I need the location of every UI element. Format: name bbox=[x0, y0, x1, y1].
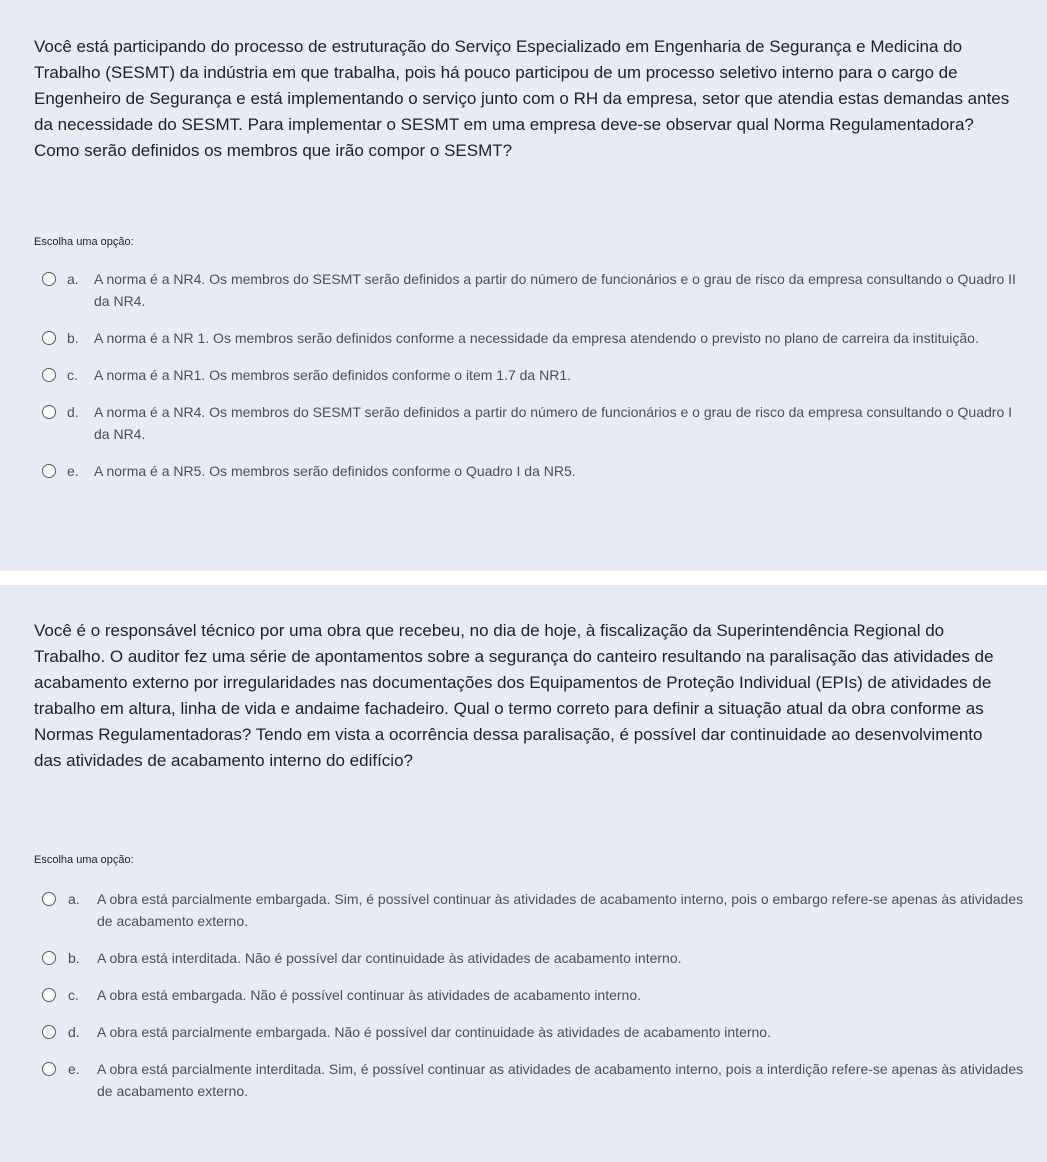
option-letter: e. bbox=[68, 1061, 80, 1077]
option-letter: d. bbox=[68, 1024, 80, 1040]
radio-button-b[interactable] bbox=[42, 331, 56, 345]
option-text[interactable]: A norma é a NR 1. Os membros serão definidos conforme a necessidade da empresa atendendo o previsto no plano de carreira da instituição. bbox=[94, 330, 979, 346]
radio-button-a[interactable] bbox=[42, 272, 56, 286]
option-text[interactable]: A obra está parcialmente embargada. Sim, é possível continuar às atividades de acabamento interno, pois o embargo refere-se apenas às atividades de acabamento externo. bbox=[97, 891, 1024, 929]
option-letter: c. bbox=[67, 367, 78, 383]
option-text[interactable]: A obra está embargada. Não é possível continuar às atividades de acabamento interno. bbox=[97, 987, 642, 1003]
question-text: Você é o responsável técnico por uma obra que recebeu, no dia de hoje, à fiscalização da Superintendência Regional do Trabalho. O auditor fez uma série de apontamentos sobre a segurança do canteiro resultando na paralisação das atividades de acabamento externo por irregularidades nas documentações dos Equipamentos de Proteção Individual (EPIs) de atividades de trabalho em altura, linha de vida e andaime fachadeiro. Qual o termo correto para definir a situação atual da obra conforme as Normas Regulamentadoras? Tendo em vista a ocorrência dessa paralisação, é possível dar continuidade ao desenvolvimento das atividades de acabamento interno do edifício? bbox=[34, 621, 994, 770]
option-text[interactable]: A obra está parcialmente embargada. Não é possível dar continuidade às atividades de acabamento interno. bbox=[97, 1024, 771, 1040]
option-text[interactable]: A norma é a NR4. Os membros do SESMT serão definidos a partir do número de funcionários e o grau de risco da empresa consultando o Quadro I da NR4. bbox=[94, 404, 1013, 442]
choose-option-prompt: Escolha uma opção: bbox=[34, 854, 134, 866]
option-text[interactable]: A norma é a NR4. Os membros do SESMT serão definidos a partir do número de funcionários e o grau de risco da empresa consultando o Quadro II da NR4. bbox=[94, 271, 1016, 309]
option-letter: a. bbox=[67, 271, 79, 287]
option-letter: e. bbox=[67, 463, 79, 479]
choose-option-prompt: Escolha uma opção: bbox=[34, 236, 134, 248]
answer-list bbox=[40, 268, 1030, 497]
option-letter: d. bbox=[67, 404, 79, 420]
radio-button-d[interactable] bbox=[42, 405, 56, 419]
answer-option-e[interactable] bbox=[40, 460, 1030, 482]
radio-button-d[interactable] bbox=[42, 1025, 56, 1039]
option-letter: b. bbox=[68, 950, 80, 966]
option-letter: a. bbox=[68, 891, 80, 907]
answer-option-a[interactable] bbox=[40, 268, 1030, 312]
question-2 bbox=[0, 585, 1047, 1162]
answer-list bbox=[40, 888, 1030, 1117]
radio-button-e[interactable] bbox=[42, 1062, 56, 1076]
answer-option-b[interactable] bbox=[40, 947, 1030, 969]
radio-button-c[interactable] bbox=[42, 368, 56, 382]
question-1 bbox=[0, 0, 1047, 571]
radio-button-e[interactable] bbox=[42, 464, 56, 478]
radio-button-c[interactable] bbox=[42, 988, 56, 1002]
option-text[interactable]: A norma é a NR5. Os membros serão definidos conforme o Quadro I da NR5. bbox=[94, 463, 576, 479]
answer-option-e[interactable] bbox=[40, 1058, 1030, 1102]
option-text[interactable]: A obra está parcialmente interditada. Sim, é possível continuar as atividades de acabamento interno, pois a interdição refere-se apenas às atividades de acabamento externo. bbox=[97, 1061, 1024, 1099]
answer-option-c[interactable] bbox=[40, 364, 1030, 386]
option-text[interactable]: A obra está interditada. Não é possível dar continuidade às atividades de acabamento interno. bbox=[97, 950, 682, 966]
question-text: Você está participando do processo de estruturação do Serviço Especializado em Engenharia de Segurança e Medicina do Trabalho (SESMT) da indústria em que trabalha, pois há pouco participou de um processo seletivo interno para o cargo de Engenheiro de Segurança e está implementando o serviço junto com o RH da empresa, setor que atendia estas demandas antes da necessidade do SESMT. Para implementar o SESMT em uma empresa deve-se observar qual Norma Regulamentadora? Como serão definidos os membros que irão compor o SESMT? bbox=[34, 37, 1010, 160]
option-letter: c. bbox=[68, 987, 79, 1003]
answer-option-a[interactable] bbox=[40, 888, 1030, 932]
answer-option-d[interactable] bbox=[40, 1021, 1030, 1043]
option-text[interactable]: A norma é a NR1. Os membros serão definidos conforme o item 1.7 da NR1. bbox=[94, 367, 571, 383]
radio-button-b[interactable] bbox=[42, 951, 56, 965]
answer-option-b[interactable] bbox=[40, 327, 1030, 349]
radio-button-a[interactable] bbox=[42, 892, 56, 906]
option-letter: b. bbox=[67, 330, 79, 346]
answer-option-c[interactable] bbox=[40, 984, 1030, 1006]
answer-option-d[interactable] bbox=[40, 401, 1030, 445]
